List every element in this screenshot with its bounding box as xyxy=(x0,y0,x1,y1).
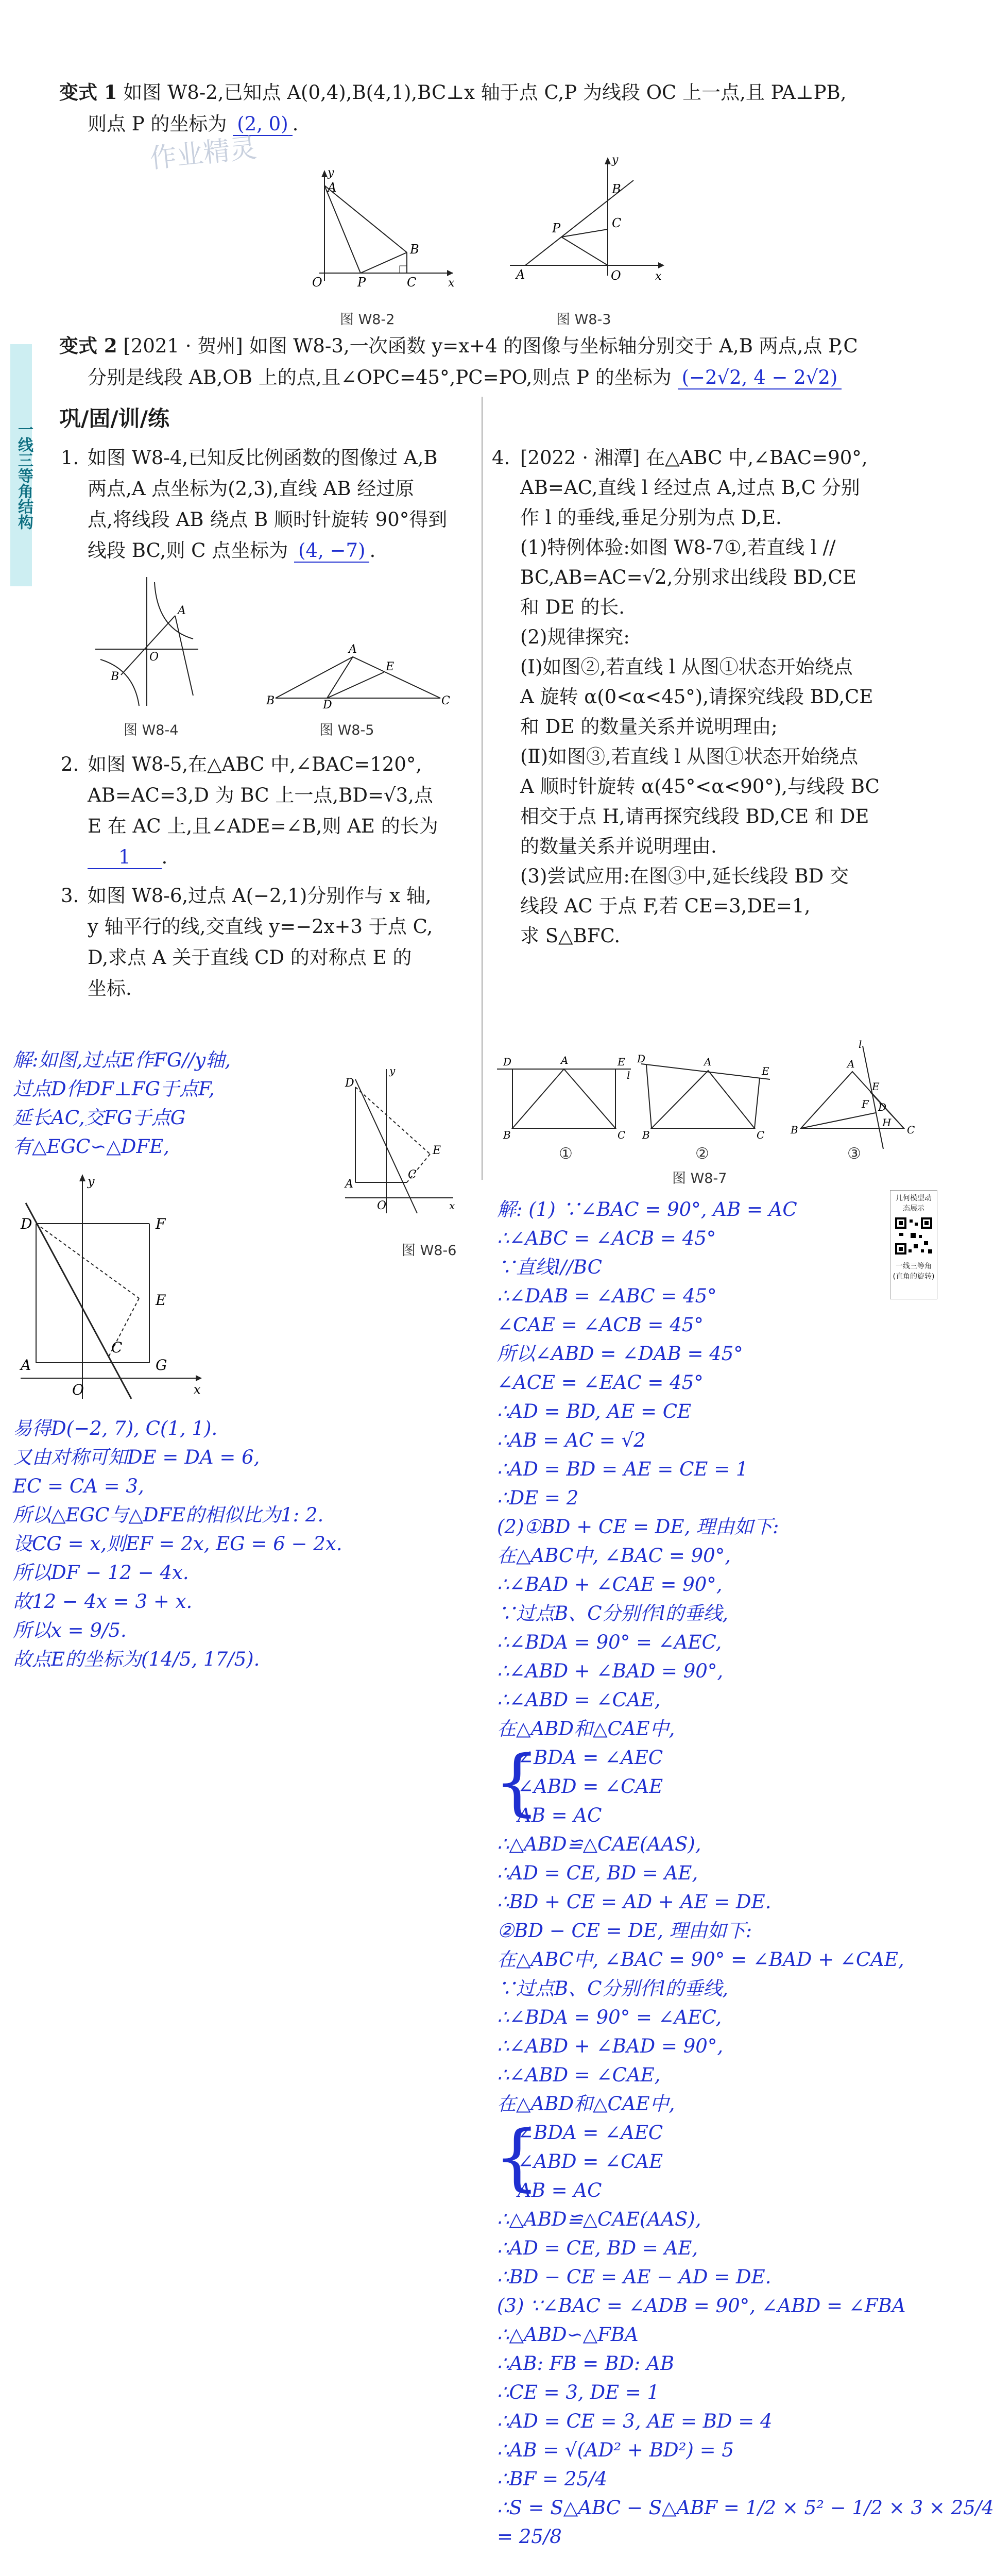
solution-line: ∴∠ABC = ∠ACB = 45° xyxy=(497,1227,716,1249)
svg-text:A: A xyxy=(349,643,357,656)
solution-line: ∴AD = BD = AE = CE = 1 xyxy=(497,1458,748,1480)
svg-text:C: C xyxy=(618,1129,626,1141)
section-heading: 巩/固/训/练 xyxy=(59,406,170,431)
svg-text:B: B xyxy=(791,1124,798,1136)
svg-text:C: C xyxy=(111,1339,123,1356)
chapter-sidebar xyxy=(10,344,32,586)
solution-line: ∴AB = AC = √2 xyxy=(497,1429,646,1451)
svg-text:O: O xyxy=(377,1199,387,1212)
solution-line: ∴△ABD≌△CAE(AAS), xyxy=(497,2208,701,2230)
svg-text:E: E xyxy=(156,1292,166,1309)
q1-line-1: 如图 W8-4,已知反比例函数的图像过 A,B xyxy=(88,447,438,469)
svg-text:D: D xyxy=(21,1215,32,1232)
solution-line: ∠ACE = ∠EAC = 45° xyxy=(497,1371,704,1394)
watermark: 作业精灵 xyxy=(148,132,259,175)
svg-text:O: O xyxy=(72,1381,84,1398)
solution-line: 设CG = x,则EF = 2x, EG = 6 − 2x. xyxy=(13,1533,342,1555)
caption-w8-7: 图 W8-7 xyxy=(672,1171,727,1187)
q4-line: (Ⅱ)如图③,若直线 l 从图①状态开始绕点 xyxy=(520,745,859,768)
solution-line: 在△ABC中, ∠BAC = 90°, xyxy=(497,1545,731,1567)
caption-w8-5: 图 W8-5 xyxy=(319,722,374,738)
q4-text xyxy=(520,443,880,951)
solution-line: ∴AD = BD, AE = CE xyxy=(497,1400,692,1422)
solution-line: = 25/8 xyxy=(497,2526,562,2548)
solution-line: 在△ABC中, ∠BAC = 90° = ∠BAD + ∠CAE, xyxy=(497,1948,904,1971)
svg-text:O: O xyxy=(312,275,322,290)
system-line: ∠BDA = ∠AEC xyxy=(518,1747,663,1769)
q4-number: 4. xyxy=(492,447,510,469)
svg-text:O: O xyxy=(149,651,159,664)
solution-line: 在△ABD和△CAE中, xyxy=(497,2093,675,2115)
svg-text:A: A xyxy=(704,1056,712,1068)
solution-line: ∴AB = √(AD² + BD²) = 5 xyxy=(497,2439,734,2461)
svg-text:C: C xyxy=(757,1129,765,1141)
svg-text:l: l xyxy=(627,1069,630,1081)
column-divider xyxy=(482,397,483,1180)
solution-line: 延长AC,交FG于点G xyxy=(13,1107,186,1129)
svg-text:E: E xyxy=(762,1065,769,1077)
svg-text:y: y xyxy=(88,1174,95,1189)
solution-line: ∴S = S△ABC − S△ABF = 1/2 × 5² − 1/2 × 3 × 25/4 xyxy=(497,2497,994,2519)
svg-text:B: B xyxy=(642,1129,650,1141)
q2-number: 2. xyxy=(61,753,79,775)
solution-line: ∵直线l//BC xyxy=(497,1256,602,1278)
svg-text:A: A xyxy=(21,1357,31,1374)
q3-line-1: 如图 W8-6,过点 A(−2,1)分别作与 x 轴, xyxy=(88,885,432,907)
q2-line-2: AB=AC=3,D 为 BC 上一点,BD=√3,点 xyxy=(88,784,433,806)
variant-1-label: 变式 1 xyxy=(59,81,117,104)
caption-w8-2: 图 W8-2 xyxy=(340,312,395,328)
solution-line: ∴∠ABD = ∠CAE, xyxy=(497,1689,661,1711)
solution-line: ∴CE = 3, DE = 1 xyxy=(497,2381,660,2403)
variant-1-text-1: 如图 W8-2,已知点 A(0,4),B(4,1),BC⊥x 轴于点 C,P 为线段 OC 上一点,且 PA⊥PB, xyxy=(123,81,847,104)
q1-line-2: 两点,A 点坐标为(2,3),直线 AB 经过原 xyxy=(88,478,415,500)
solution-line: ∴DE = 2 xyxy=(497,1487,579,1509)
solution-line: ∴BF = 25/4 xyxy=(497,2468,608,2490)
svg-text:C: C xyxy=(441,694,450,707)
solution-line: ∴BD − CE = AE − AD = DE. xyxy=(497,2266,772,2288)
q2-answer: 1 xyxy=(88,846,162,869)
fig7-label-1: ① xyxy=(559,1145,573,1163)
q4-line: A 顺时针旋转 α(45°<α<90°),与线段 BC xyxy=(520,775,880,798)
svg-text:x: x xyxy=(194,1382,201,1397)
svg-text:B: B xyxy=(410,242,419,257)
svg-text:A: A xyxy=(561,1054,569,1066)
solution-line: 又由对称可知DE = DA = 6, xyxy=(13,1446,260,1468)
q4-line: 和 DE 的长. xyxy=(520,596,625,618)
q4-line: 相交于点 H,请再探究线段 BD,CE 和 DE xyxy=(520,805,869,827)
svg-text:B: B xyxy=(111,670,119,683)
solution-line: ∵过点B、C分别作l的垂线, xyxy=(497,1602,729,1624)
svg-text:D: D xyxy=(345,1077,354,1090)
solution-line: 解:如图,过点E作FG//y轴, xyxy=(13,1049,231,1071)
solution-line: 易得D(−2, 7), C(1, 1). xyxy=(13,1417,218,1439)
solution-line: ∴△ABD∽△FBA xyxy=(497,2324,639,2346)
solution-line: 所以x = 9/5. xyxy=(13,1619,127,1641)
solution-line: ∴BD + CE = AD + AE = DE. xyxy=(497,1891,772,1913)
solution-line: ∴AD = CE = 3, AE = BD = 4 xyxy=(497,2410,773,2432)
q4-line: BC,AB=AC=√2,分别求出线段 BD,CE xyxy=(520,566,856,588)
solution-line: ∴∠ABD + ∠BAD = 90°, xyxy=(497,2035,724,2057)
svg-text:D: D xyxy=(637,1053,646,1065)
svg-text:A: A xyxy=(516,267,525,282)
svg-text:F: F xyxy=(156,1215,166,1232)
q3-solution-part-2 xyxy=(13,1414,342,1674)
solution-line: (3) ∵∠BAC = ∠ADB = 90°, ∠ABD = ∠FBA xyxy=(497,2295,906,2317)
figure-w8-3 xyxy=(505,152,670,291)
svg-text:P: P xyxy=(552,221,561,235)
svg-text:B: B xyxy=(266,694,275,707)
svg-text:y: y xyxy=(328,166,334,179)
solution-line: ∴AD = CE, BD = AE, xyxy=(497,2237,698,2259)
sidebar-label: 一线三等角结构 xyxy=(15,421,33,530)
svg-text:F: F xyxy=(862,1098,869,1110)
svg-text:x: x xyxy=(448,277,455,290)
system-line: ∠ABD = ∠CAE xyxy=(518,1775,663,1798)
q1-number: 1. xyxy=(61,447,79,469)
fig7-label-2: ② xyxy=(695,1145,709,1163)
brace-icon: { xyxy=(494,2115,540,2199)
q3-solution-part-1 xyxy=(13,1046,231,1161)
q1-line-4: 线段 BC,则 C 点坐标为 xyxy=(88,539,288,562)
figure-w8-4 xyxy=(90,572,203,711)
q1-line-3: 点,将线段 AB 绕点 B 顺时针旋转 90°得到 xyxy=(88,509,448,531)
svg-text:A: A xyxy=(328,180,337,195)
solution-line: 故12 − 4x = 3 + x. xyxy=(13,1590,193,1613)
q1-answer: (4, −7) xyxy=(294,539,369,563)
solution-line: 在△ABD和△CAE中, xyxy=(497,1718,675,1740)
equation-system-1 xyxy=(494,1740,994,1830)
svg-text:B: B xyxy=(612,182,621,196)
solution-sketch xyxy=(15,1172,206,1404)
svg-text:l: l xyxy=(859,1038,862,1050)
svg-text:E: E xyxy=(433,1144,441,1157)
solution-line: 故点E的坐标为(14/5, 17/5). xyxy=(13,1648,260,1670)
solution-line: ∵过点B、C分别作l的垂线, xyxy=(497,1977,729,1999)
q4-line: (2)规律探究: xyxy=(520,626,630,648)
variant-2-answer: (−2√2, 4 − 2√2) xyxy=(678,366,842,389)
svg-text:O: O xyxy=(611,268,621,283)
caption-w8-4: 图 W8-4 xyxy=(124,722,179,738)
solution-line: 有△EGC∽△DFE, xyxy=(13,1136,169,1158)
variant-1-text-2: 则点 P 的坐标为 xyxy=(88,113,227,135)
solution-line: 过点D作DF⊥FG于点F, xyxy=(13,1078,215,1100)
svg-text:E: E xyxy=(872,1080,880,1093)
variant-2-label: 变式 2 xyxy=(59,334,117,357)
solution-line: 所以DF − 12 − 4x. xyxy=(13,1562,189,1584)
q2-line-1: 如图 W8-5,在△ABC 中,∠BAC=120°, xyxy=(88,753,422,775)
solution-line: ∴∠DAB = ∠ABC = 45° xyxy=(497,1285,717,1307)
system-line: ∠BDA = ∠AEC xyxy=(518,2122,663,2144)
q3-line-3: D,求点 A 关于直线 CD 的对称点 E 的 xyxy=(88,946,412,969)
system-line: ∠ABD = ∠CAE xyxy=(518,2150,663,2173)
svg-text:C: C xyxy=(907,1124,915,1136)
svg-text:x: x xyxy=(449,1199,455,1212)
figure-w8-6 xyxy=(340,1064,458,1218)
q4-line: 的数量关系并说明理由. xyxy=(520,835,717,857)
svg-text:y: y xyxy=(612,154,619,166)
svg-text:D: D xyxy=(878,1101,887,1113)
solution-line: ∴△ABD≌△CAE(AAS), xyxy=(497,1833,701,1855)
solution-line: (2)①BD + CE = DE, 理由如下: xyxy=(497,1516,779,1538)
solution-line: ∴AB: FB = BD: AB xyxy=(497,2352,675,2375)
solution-line: ∴∠ABD = ∠CAE, xyxy=(497,2064,661,2086)
svg-text:A: A xyxy=(847,1058,855,1070)
solution-line: EC = CA = 3, xyxy=(13,1475,144,1497)
svg-text:D: D xyxy=(323,699,332,711)
solution-line: 解: (1) ∵∠BAC = 90°, AB = AC xyxy=(497,1198,797,1221)
q4-line: (Ⅰ)如图②,若直线 l 从图①状态开始绕点 xyxy=(520,656,853,678)
solution-line: ∴∠BDA = 90° = ∠AEC, xyxy=(497,2006,722,2028)
solution-line: 所以∠ABD = ∠DAB = 45° xyxy=(497,1343,743,1365)
q4-line: AB=AC,直线 l 经过点 A,过点 B,C 分别 xyxy=(520,477,860,499)
qr-subtext: 一线三等角(直角的旋转) xyxy=(893,1262,935,1281)
caption-w8-6: 图 W8-6 xyxy=(402,1243,457,1259)
svg-text:y: y xyxy=(389,1064,396,1077)
q4-line: A 旋转 α(0<α<45°),请探究线段 BD,CE xyxy=(520,686,873,708)
svg-text:C: C xyxy=(612,216,622,230)
caption-w8-3: 图 W8-3 xyxy=(556,312,611,328)
q4-line: 和 DE 的数量关系并说明理由; xyxy=(520,716,778,738)
q2-line-3: E 在 AC 上,且∠ADE=∠B,则 AE 的长为 xyxy=(88,815,438,837)
q4-line: (1)特例体验:如图 W8-7①,若直线 l // xyxy=(520,536,836,558)
svg-text:B: B xyxy=(503,1129,511,1141)
svg-text:D: D xyxy=(503,1056,512,1068)
solution-line: ∠CAE = ∠ACB = 45° xyxy=(497,1314,704,1336)
figure-w8-5 xyxy=(265,636,451,711)
svg-text:x: x xyxy=(655,270,662,283)
brace-icon: { xyxy=(494,1740,540,1824)
svg-text:H: H xyxy=(882,1116,892,1129)
q4-solution xyxy=(494,1195,994,2551)
q4-line: 求 S△BFC. xyxy=(520,925,621,947)
equation-system-2 xyxy=(494,2115,994,2205)
svg-text:G: G xyxy=(156,1357,167,1374)
solution-line: ②BD − CE = DE, 理由如下: xyxy=(497,1920,752,1942)
figure-w8-7 xyxy=(492,1038,935,1164)
svg-text:E: E xyxy=(618,1056,625,1068)
qr-text: 几何模型动态展示 xyxy=(896,1194,932,1213)
svg-text:A: A xyxy=(178,604,186,617)
q3-line-2: y 轴平行的线,交直线 y=−2x+3 于点 C, xyxy=(88,916,433,938)
variant-2-text-2: 分别是线段 AB,OB 上的点,且∠OPC=45°,PC=PO,则点 P 的坐标为 xyxy=(88,366,672,388)
figure-w8-2 xyxy=(294,165,458,289)
q4-line: (3)尝试应用:在图③中,延长线段 BD 交 xyxy=(520,865,849,887)
solution-line: 所以△EGC与△DFE的相似比为1: 2. xyxy=(13,1504,324,1526)
solution-line: ∴∠BAD + ∠CAE = 90°, xyxy=(497,1573,723,1596)
svg-text:A: A xyxy=(345,1178,353,1191)
q4-line: [2022 · 湘潭] 在△ABC 中,∠BAC=90°, xyxy=(520,447,868,469)
system-line: AB = AC xyxy=(518,1804,602,1826)
q3-number: 3. xyxy=(61,885,79,907)
svg-text:P: P xyxy=(357,275,366,290)
variant-2-text-1: [2021 · 贺州] 如图 W8-3,一次函数 y=x+4 的图像与坐标轴分别交于 A,B 两点,点 P,C xyxy=(123,335,858,357)
solution-line: ∴AD = CE, BD = AE, xyxy=(497,1862,698,1884)
svg-text:E: E xyxy=(386,660,395,673)
fig7-label-3: ③ xyxy=(847,1145,861,1163)
q3-line-4: 坐标. xyxy=(88,977,132,999)
svg-text:C: C xyxy=(408,1168,417,1181)
variant-1-answer: (2, 0) xyxy=(233,113,292,136)
q4-line: 作 l 的垂线,垂足分别为点 D,E. xyxy=(520,506,782,529)
solution-line: ∴∠BDA = 90° = ∠AEC, xyxy=(497,1631,722,1653)
system-line: AB = AC xyxy=(518,2179,602,2201)
solution-line: ∴∠ABD + ∠BAD = 90°, xyxy=(497,1660,724,1682)
q4-line: 线段 AC 于点 F,若 CE=3,DE=1, xyxy=(520,895,811,917)
svg-text:C: C xyxy=(407,275,417,290)
